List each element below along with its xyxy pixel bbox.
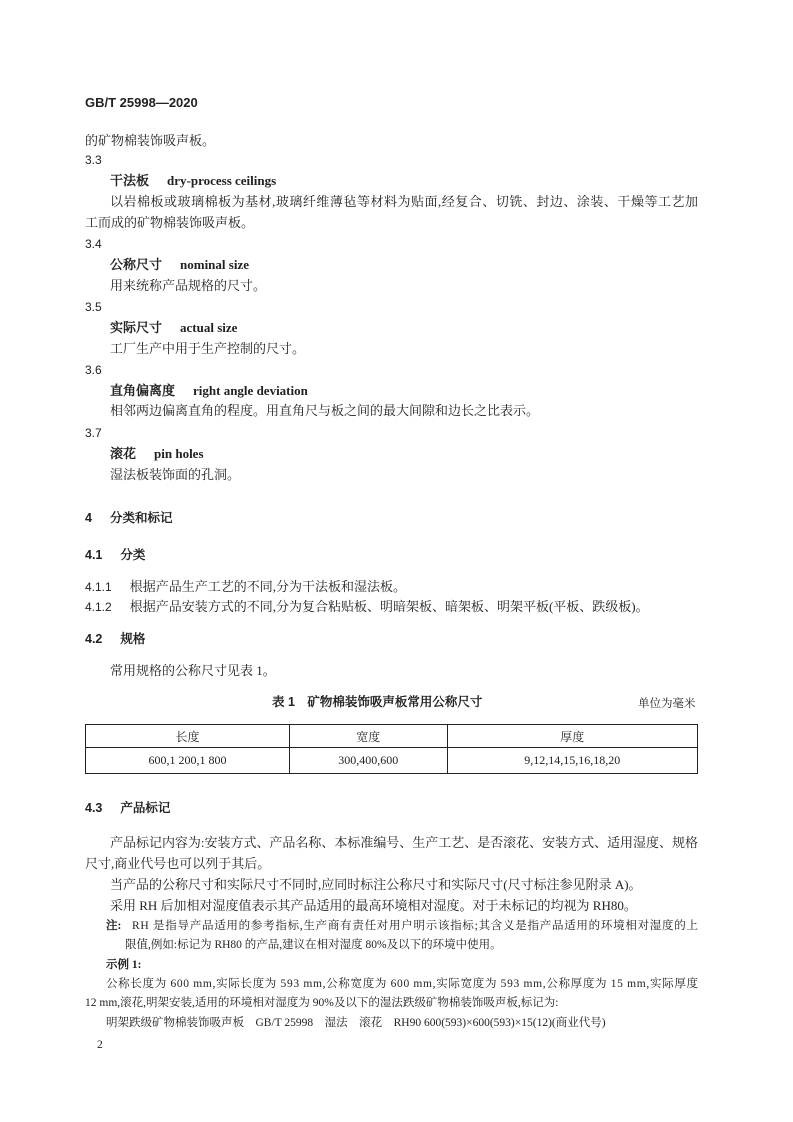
- term-cn: 直角偏离度: [110, 383, 176, 398]
- term-cn: 干法板: [110, 173, 150, 188]
- table-row: [86, 748, 698, 774]
- section-heading: [85, 630, 145, 648]
- section-title: 规格: [120, 632, 146, 646]
- section-number: 4.3: [85, 801, 103, 815]
- term-en: dry-process ceilings: [167, 173, 277, 188]
- definition: 湿法板装饰面的孔洞。: [110, 467, 241, 482]
- clause-text: 根据产品生产工艺的不同,分为干法板和湿法板。: [129, 579, 406, 594]
- standard-header: GB/T 25998—2020: [85, 95, 198, 110]
- table-header-row: [86, 725, 698, 748]
- term-cn: 滚花: [110, 446, 137, 461]
- table-cell: 600,1 200,1 800: [86, 748, 290, 774]
- table-unit: 单位为毫米: [638, 698, 696, 710]
- table-caption: 表 1 矿物棉装饰吸声板常用公称尺寸: [272, 695, 483, 709]
- section-title: 产品标记: [120, 801, 171, 815]
- term-heading: [110, 256, 249, 274]
- term-heading: [110, 445, 204, 463]
- term-cn: 实际尺寸: [110, 320, 163, 335]
- term-heading: [110, 172, 276, 190]
- clause-number: 4.1.1: [85, 580, 112, 594]
- example-label: 示例 1:: [106, 959, 142, 971]
- note-label: 注:: [106, 920, 122, 932]
- paragraph: 当产品的公称尺寸和实际尺寸不同时,应同时标注公称尺寸和实际尺寸(尺寸标注参见附录 A)。: [110, 877, 642, 892]
- definition: 用来统称产品规格的尺寸。: [110, 278, 267, 293]
- term-en: nominal size: [180, 257, 249, 272]
- header-cell: 宽度: [290, 725, 448, 748]
- section-heading: [85, 546, 145, 564]
- section-number: 4: [85, 511, 92, 525]
- term-heading: [110, 319, 237, 337]
- table-cell: 300,400,600: [290, 748, 448, 774]
- clause: [85, 598, 649, 616]
- clause-number: 4.1.2: [85, 600, 112, 614]
- section-heading: [85, 799, 170, 817]
- paragraph: 尺寸,商业代号也可以列于其后。: [85, 856, 271, 871]
- clause-number: 3.4: [85, 237, 102, 251]
- example-text: 12 mm,滚花,明架安装,适用的环境相对湿度为 90%及以下的湿法跌级矿物棉装饰吸声板,标记为:: [85, 997, 559, 1009]
- term-en: pin holes: [154, 446, 204, 461]
- definition: 工而成的矿物棉装饰吸声板。: [85, 215, 255, 230]
- example-text: 公称长度为 600 mm,实际长度为 593 mm,公称宽度为 600 mm,实际宽度为 593 mm,公称厚度为 15 mm,实际厚度: [106, 978, 699, 990]
- section-heading: [85, 509, 172, 527]
- clause-number: 3.5: [85, 300, 102, 314]
- term-cn: 公称尺寸: [110, 257, 163, 272]
- page-number: 2: [97, 1039, 103, 1051]
- section-number: 4.2: [85, 632, 103, 646]
- term-en: actual size: [180, 320, 238, 335]
- clause-number: 3.7: [85, 426, 102, 440]
- term-en: right angle deviation: [193, 383, 308, 398]
- paragraph: 采用 RH 后加相对湿度值表示其产品适用的最高环境相对湿度。对于未标记的均视为 RH80。: [110, 898, 637, 913]
- header-cell: 长度: [86, 725, 290, 748]
- clause-number: 3.3: [85, 153, 102, 167]
- example-marking: 明架跌级矿物棉装饰吸声板 GB/T 25998 湿法 滚花 RH90 600(593)×600(593)×15(12)(商业代号): [106, 1017, 606, 1029]
- term-heading: [110, 382, 308, 400]
- section-title: 分类和标记: [109, 511, 173, 525]
- paragraph: 常用规格的公称尺寸见表 1。: [110, 663, 276, 678]
- paragraph: 的矿物棉装饰吸声板。: [85, 133, 216, 148]
- definition: 相邻两边偏离直角的程度。用直角尺与板之间的最大间隙和边长之比表示。: [110, 403, 540, 418]
- table-cell: 9,12,14,15,16,18,20: [447, 748, 697, 774]
- size-table: [85, 724, 698, 774]
- note-text: 限值,例如:标记为 RH80 的产品,建议在相对湿度 80%及以下的环境中使用。: [125, 939, 502, 951]
- definition: 以岩棉板或玻璃棉板为基材,玻璃纤维薄毡等材料为贴面,经复合、切铣、封边、涂装、干燥等工艺加: [110, 194, 699, 209]
- clause-number: 3.6: [85, 363, 102, 377]
- paragraph: 产品标记内容为:安装方式、产品名称、本标准编号、生产工艺、是否滚花、安装方式、适用湿度、规格: [110, 835, 698, 850]
- section-title: 分类: [120, 548, 146, 562]
- clause: [85, 578, 406, 596]
- note-text: RH 是指导产品适用的参考指标,生产商有责任对用户明示该指标;其含义是指产品适用的环境相对湿度的上: [132, 920, 699, 932]
- clause-text: 根据产品安装方式的不同,分为复合粘贴板、明暗架板、暗架板、明架平板(平板、跌级板)。: [129, 599, 649, 614]
- section-number: 4.1: [85, 548, 103, 562]
- definition: 工厂生产中用于生产控制的尺寸。: [110, 341, 306, 356]
- header-cell: 厚度: [447, 725, 697, 748]
